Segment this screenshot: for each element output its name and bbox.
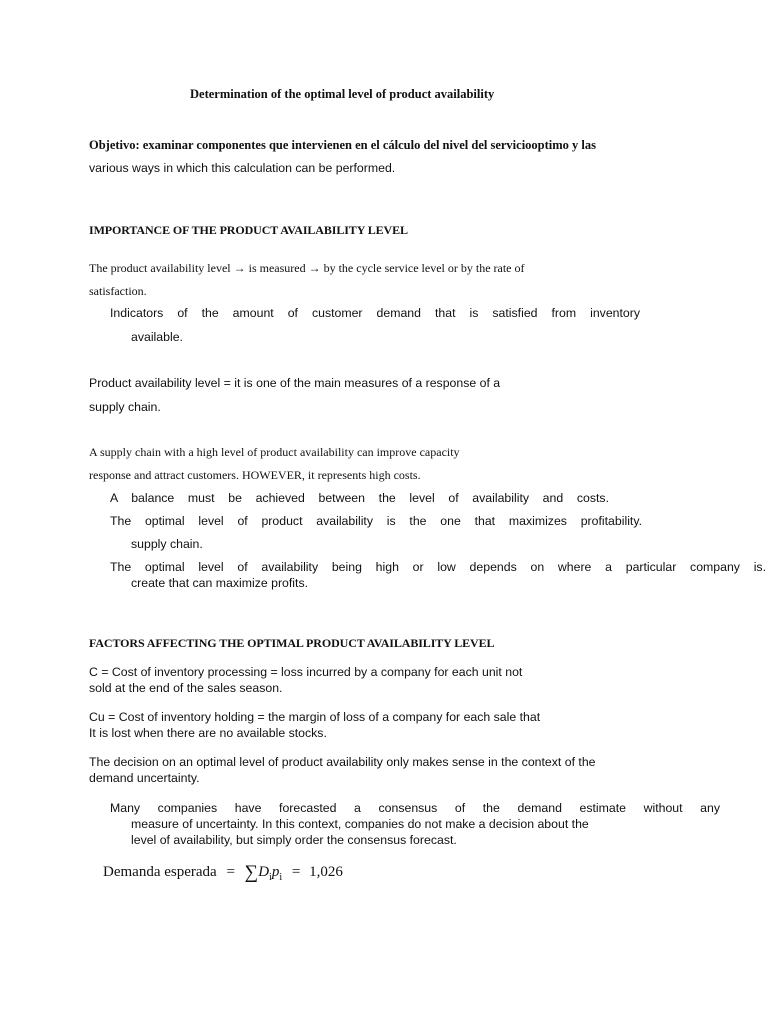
formula-value: 1,026: [309, 864, 343, 880]
bullet-line: create that can maximize profits.: [131, 576, 309, 590]
formula-term-d: D: [258, 864, 270, 880]
formula-equals: =: [226, 864, 235, 880]
formula-term-p: p: [271, 864, 280, 880]
paragraph-line: C = Cost of inventory processing = loss incurred by a company for each unit not: [89, 665, 523, 679]
expected-demand-formula: [103, 860, 343, 883]
formula-subscript: i: [269, 872, 272, 883]
bullet-line: supply chain.: [131, 537, 203, 551]
formula-subscript: i: [279, 872, 283, 883]
bullet-line: available.: [131, 330, 183, 344]
sigma-symbol: ∑: [244, 862, 259, 883]
paragraph-line: A supply chain with a high level of product availability can improve capacity: [89, 445, 460, 459]
bullet-line: Indicators of the amount of customer demand that is satisfied from inventory: [110, 306, 640, 320]
paragraph-line: The product availability level → is measured → by the cycle service level or by the rate of: [89, 261, 525, 275]
paragraph-line: satisfaction.: [89, 284, 147, 298]
paragraph-line: It is lost when there are no available stocks.: [89, 726, 327, 740]
bullet-line: Many companies have forecasted a consensus of the demand estimate without any: [110, 801, 720, 815]
paragraph-line: demand uncertainty.: [89, 771, 200, 785]
bullet-line: The optimal level of availability being high or low depends on where a particular company is.: [110, 560, 766, 574]
paragraph-line: Product availability level = it is one of the main measures of a response of a: [89, 376, 501, 390]
section-heading-factors: FACTORS AFFECTING THE OPTIMAL PRODUCT AVAILABILITY LEVEL: [89, 636, 495, 650]
paragraph-line: supply chain.: [89, 400, 161, 414]
formula-equals-2: =: [291, 864, 301, 880]
objective-line-1: Objetivo: examinar componentes que intervienen en el cálculo del nivel del serviciooptimo y las: [89, 138, 597, 152]
paragraph-line: sold at the end of the sales season.: [89, 681, 283, 695]
formula-label: Demanda esperada: [103, 864, 217, 880]
objective-line-2: various ways in which this calculation can be performed.: [89, 161, 396, 175]
section-heading-importance: IMPORTANCE OF THE PRODUCT AVAILABILITY LEVEL: [89, 223, 408, 237]
bullet-line: The optimal level of product availability is the one that maximizes profitability.: [110, 514, 642, 528]
bullet-line: measure of uncertainty. In this context, companies do not make a decision about the: [131, 817, 589, 831]
paragraph-line: Cu = Cost of inventory holding = the margin of loss of a company for each sale that: [89, 710, 541, 724]
bullet-line: A balance must be achieved between the level of availability and costs.: [110, 491, 609, 505]
document-title: Determination of the optimal level of product availability: [190, 87, 495, 101]
bullet-line: level of availability, but simply order the consensus forecast.: [131, 833, 457, 847]
paragraph-line: response and attract customers. HOWEVER, it represents high costs.: [89, 468, 421, 482]
paragraph-line: The decision on an optimal level of product availability only makes sense in the context of the: [89, 755, 596, 769]
